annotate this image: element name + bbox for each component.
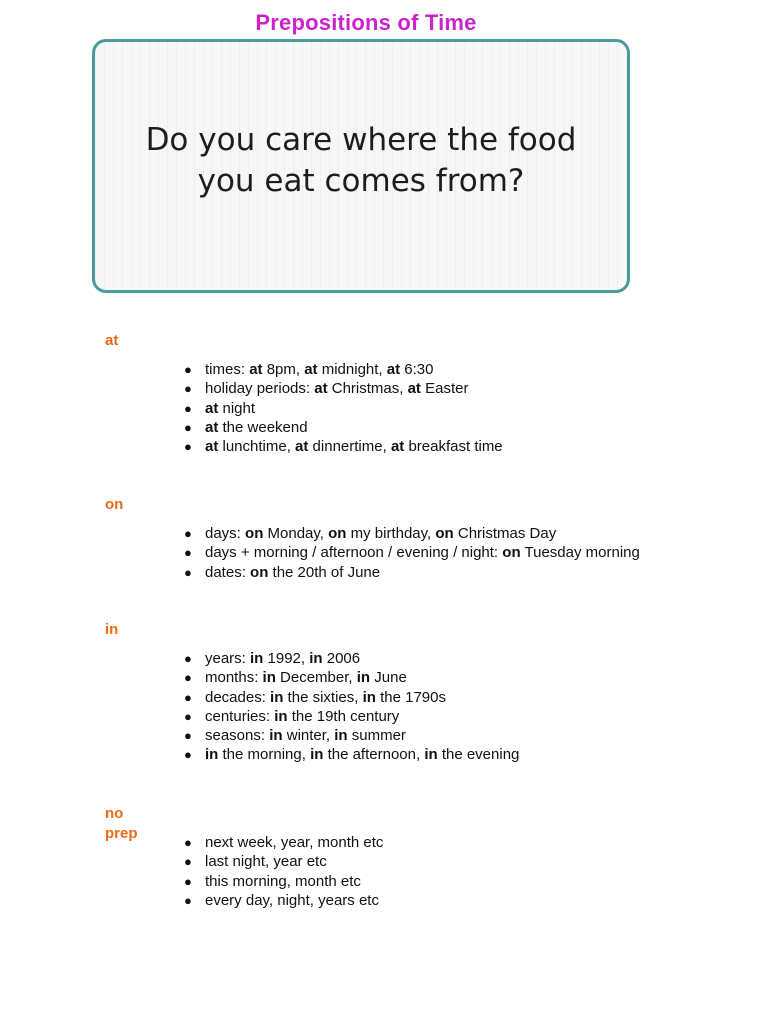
list-item [184,688,519,707]
list-item-text: decades: in the sixties, in the 1790s [205,688,446,706]
list-item-text: at the weekend [205,418,308,436]
list-item [184,418,503,437]
bullet-icon: ● [184,835,192,850]
section-label-prep: prep [105,825,138,842]
list-item [184,649,519,668]
bullet-icon: ● [184,689,192,705]
banner-question [121,120,601,202]
bullet-icon: ● [184,651,192,666]
bullet-icon: ● [184,545,192,561]
list-item [184,379,503,398]
no-prep-rules-list [184,833,383,910]
bullet-icon: ● [184,439,192,455]
bullet-icon: ● [184,728,192,744]
section-label-no-prep [105,804,165,844]
list-item [184,360,503,379]
list-item-text: every day, night, years etc [205,891,379,909]
list-item [184,399,503,418]
list-item [184,668,519,687]
bullet-icon: ● [184,747,192,763]
section-label-at: at [105,332,119,349]
list-item-text: in the morning, in the afternoon, in the evening [205,746,520,764]
question-banner-image [92,39,630,293]
banner-question-line-1: Do you care where the food [145,122,577,158]
list-item-text: at night [205,399,256,417]
bullet-icon: ● [184,526,192,541]
list-item-text: last night, year etc [205,853,327,871]
list-item-text: dates: on the 20th of June [205,563,381,581]
list-item [184,726,519,745]
bullet-icon: ● [184,892,192,908]
list-item [184,563,640,582]
list-item-text: at lunchtime, at dinnertime, at breakfast time [205,438,503,456]
bullet-icon: ● [184,670,192,686]
section-label-no: no [105,805,124,822]
list-item-text: holiday periods: at Christmas, at Easter [205,380,469,398]
list-item-text: months: in December, in June [205,669,407,687]
bullet-icon: ● [184,381,192,397]
banner-question-line-2: you eat comes from? [197,163,525,199]
list-item [184,891,383,910]
in-rules-list [184,649,519,765]
list-item-text: years: in 1992, in 2006 [205,650,361,667]
list-item-text: next week, year, month etc [205,834,384,851]
list-item-text: days + morning / afternoon / evening / night: on Tuesday morning [205,544,640,562]
list-item [184,437,503,456]
list-item [184,833,383,852]
bullet-icon: ● [184,708,192,724]
list-item [184,852,383,871]
list-item-text: seasons: in winter, in summer [205,727,406,745]
list-item-text: days: on Monday, on my birthday, on Christmas Day [205,525,557,542]
list-item [184,524,640,543]
bullet-icon: ● [184,400,192,416]
bullet-icon: ● [184,362,192,377]
on-rules-list [184,524,640,582]
list-item [184,707,519,726]
section-label-in: in [105,621,119,638]
bullet-icon: ● [184,419,192,435]
list-item-text: times: at 8pm, at midnight, at 6:30 [205,361,434,378]
bullet-icon: ● [184,564,192,580]
list-item [184,745,519,764]
bullet-icon: ● [184,873,192,889]
list-item-text: this morning, month etc [205,872,361,890]
list-item [184,543,640,562]
list-item [184,872,383,891]
page-title: Prepositions of Time [255,10,477,35]
at-rules-list [184,360,503,456]
section-label-on: on [105,496,124,513]
list-item-text: centuries: in the 19th century [205,707,400,725]
bullet-icon: ● [184,854,192,870]
